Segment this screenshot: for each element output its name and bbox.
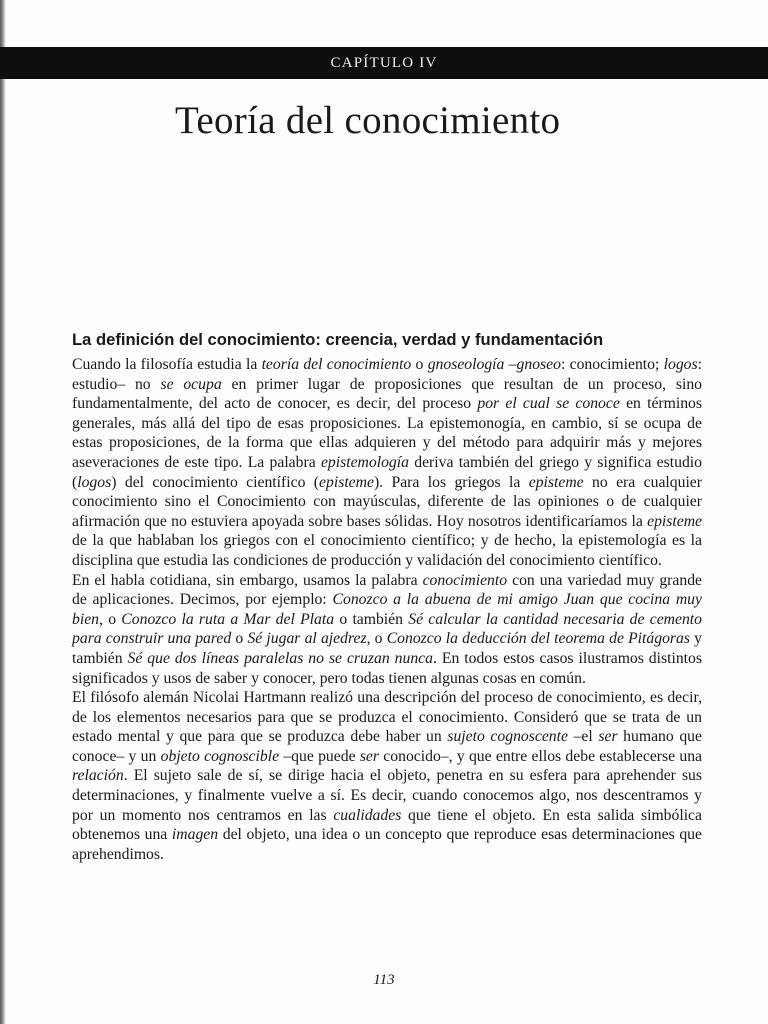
text-run: . En todos estos casos ilustramos distintos significados y usos de saber y conocer, pero todas tienen algunas cosas en común. [72, 649, 702, 687]
italic-text: logos [663, 356, 698, 373]
italic-text: imagen [171, 826, 219, 844]
text-run: – [504, 356, 517, 373]
text-run: conocido–, y que entre ellos debe establecerse una [379, 747, 703, 765]
text-run: En el habla cotidiana, sin embargo, usamos la palabra [72, 571, 423, 589]
italic-text: logos [77, 473, 112, 491]
italic-text: Sé jugar al ajedrez [247, 630, 367, 648]
italic-text: Sé calcular la cantidad necesaria de cemento para construir una pared [72, 610, 702, 648]
text-run: o también [334, 610, 409, 628]
body-text [72, 355, 702, 864]
italic-text: se ocupa [160, 375, 222, 393]
text-run: con una variedad muy grande de aplicaciones. Decimos, por ejemplo: [72, 571, 703, 609]
text-run: ) del conocimiento científico ( [111, 473, 320, 491]
italic-text: por el cual se conoce [477, 395, 620, 413]
paragraph [72, 571, 702, 689]
page-binding-edge [0, 0, 6, 1024]
text-run: deriva también del griego y significa estudio ( [72, 453, 703, 491]
text-run: en primer lugar de proposiciones que resultan de un proceso, sino fundamentalmente, del acto de conocer, es decir, del proceso [72, 375, 703, 413]
paragraph [72, 688, 702, 864]
text-run: . El sujeto sale de sí, se dirige hacia el objeto, penetra en su esfera para aprehender sus determinaciones, y finalmente vuelve a sí. Es decir, cuando conocemos algo, nos descentramos y por un momento nos centramos en las [72, 767, 702, 824]
text-run: o [231, 630, 248, 648]
text-run: –el [567, 728, 599, 746]
italic-text: episteme [319, 473, 374, 491]
italic-text: gnoseología [427, 356, 505, 373]
text-run: humano que conoce– y un [72, 728, 702, 765]
text-run: que tiene el objeto. En esta salida simbólica obtenemos una [72, 806, 702, 844]
italic-text: Sé que dos líneas paralelas no se cruzan nunca [127, 649, 433, 667]
italic-text: gnoseo [516, 356, 561, 373]
italic-text: episteme [528, 473, 584, 491]
text-run: o [411, 356, 428, 373]
italic-text: conocimiento [422, 571, 508, 589]
section-heading: La definición del conocimiento: creencia, verdad y fundamentación [72, 330, 604, 349]
text-run: –que puede [279, 747, 360, 765]
italic-text: objeto cognoscible [160, 747, 280, 765]
italic-text: teoría del conocimiento [261, 356, 412, 373]
text-run: del objeto, una idea o un concepto que reproduce esas determinaciones que aprehendimos. [72, 826, 702, 863]
italic-text: sujeto cognoscente [447, 728, 568, 746]
text-run: : estudio– no [72, 356, 702, 393]
italic-text: Conozco la deducción del teorema de Pitágoras [386, 630, 690, 648]
text-run: , o [366, 630, 387, 648]
text-run: , o [99, 610, 122, 628]
paragraph [72, 355, 702, 571]
chapter-header-bar [0, 47, 768, 79]
italic-text: episteme [647, 512, 702, 530]
italic-text: epistemología [320, 453, 409, 471]
text-run: ). Para los griegos la [373, 473, 529, 491]
page-number: 113 [373, 972, 395, 988]
italic-text: ser [359, 747, 380, 765]
text-run: : conocimiento; [560, 356, 664, 373]
text-run: El filósofo alemán Nicolai Hartmann realizó una descripción del proceso de conocimiento, es decir, de los elementos necesarios para que se produzca el conocimiento. Consideró que se trata de un estado mental y que para que se produzca debe haber un [72, 689, 702, 746]
chapter-label: CAPÍTULO IV [330, 54, 438, 71]
italic-text: cualidades [333, 806, 402, 824]
italic-text: ser [598, 728, 618, 746]
italic-text: Conozco la ruta a Mar del Plata [121, 610, 335, 628]
italic-text: relación [72, 767, 124, 785]
page-title: Teoría del conocimiento [175, 99, 561, 142]
text-run: no era cualquier conocimiento sino el Conocimiento con mayúsculas, diferente de las opiniones o de cualquier afirmación que no estuviera apoyada sobre bases sólidas. Hoy nosotros identificaríamos la [72, 473, 702, 530]
text-run: Cuando la filosofía estudia la [72, 356, 262, 373]
text-run: en términos generales, más allá del tipo de esas proposiciones. La epistemonogía, en cambio, sí se ocupa de estas proposiciones, de la forma que ellas adquieren y del método para adquirir más y mejores aseveraciones de este tipo. La palabra [72, 395, 702, 471]
text-run: de la que hablaban los griegos con el conocimiento científico; y de hecho, la epistemología es la disciplina que estudia las condiciones de producción y validación del conocimiento científico. [72, 532, 702, 569]
text-run: y también [72, 630, 703, 667]
italic-text: Conozco a la abuena de mi amigo Juan que cocina muy bien [72, 591, 702, 628]
